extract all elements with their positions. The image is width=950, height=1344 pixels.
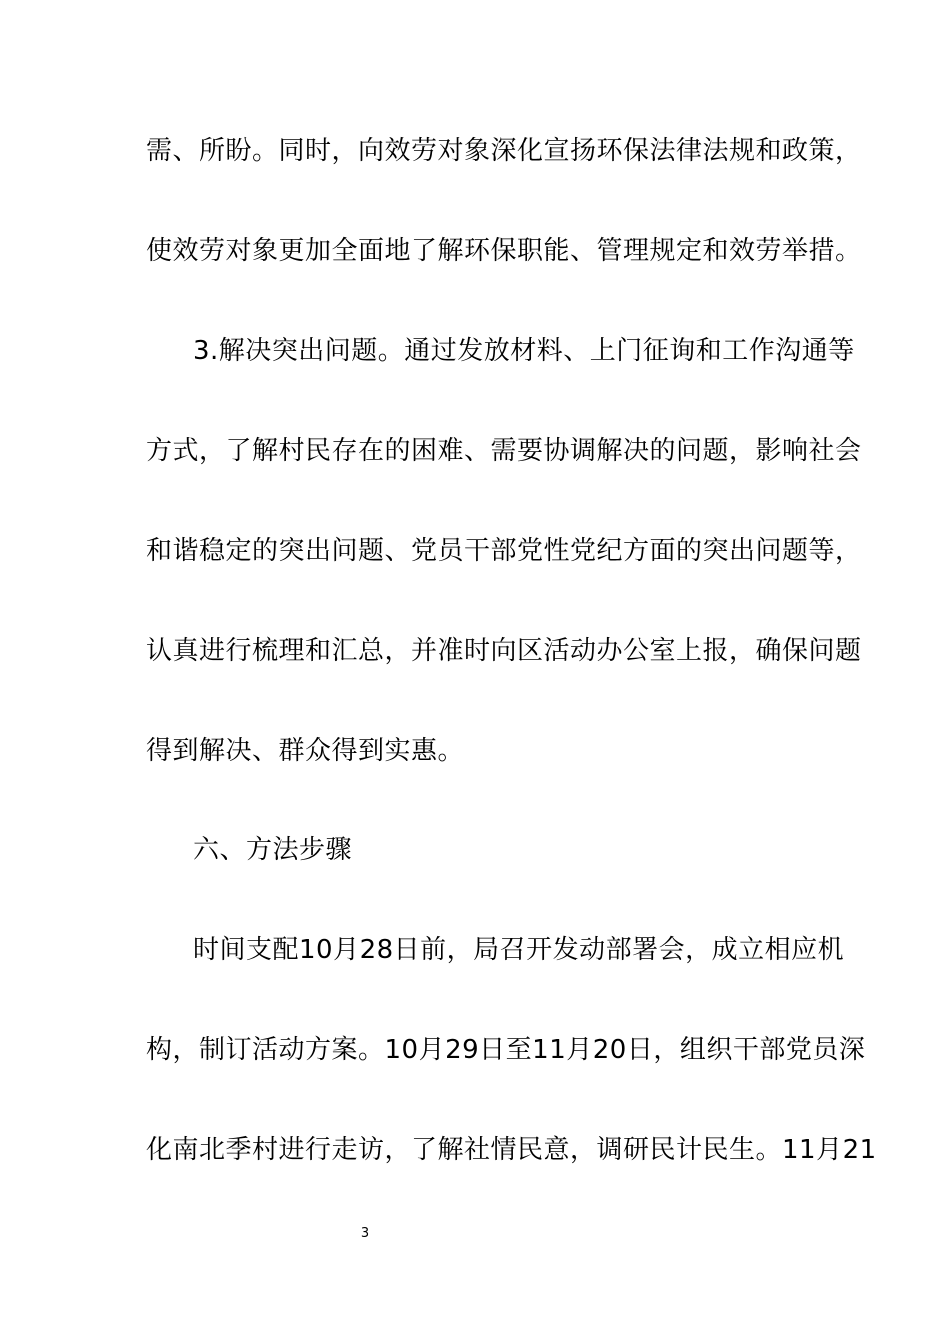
page-number: 3	[360, 1226, 370, 1241]
paragraph-line-4: 方式，了解村民存在的困难、需要协调解决的问题，影响社会	[146, 436, 862, 466]
paragraph-line-7: 得到解决、群众得到实惠。	[146, 736, 465, 766]
paragraph-line-1: 需、所盼。同时，向效劳对象深化宣扬环保法律法规和政策，	[146, 136, 862, 166]
paragraph-line-9: 构，制订活动方案。10月29日至11月20日，组织干部党员深	[146, 1035, 866, 1065]
paragraph-line-6: 认真进行梳理和汇总，并准时向区活动办公室上报，确保问题	[146, 636, 862, 666]
paragraph-line-5: 和谐稳定的突出问题、党员干部党性党纪方面的突出问题等，	[146, 536, 862, 566]
paragraph-line-2: 使效劳对象更加全面地了解环保职能、管理规定和效劳举措。	[146, 236, 862, 266]
paragraph-line-10: 化南北季村进行走访，了解社情民意，调研民计民生。11月21	[146, 1135, 877, 1165]
section-heading: 六、方法步骤	[193, 835, 353, 865]
paragraph-line-3: 3.解决突出问题。通过发放材料、上门征询和工作沟通等	[193, 336, 855, 366]
paragraph-line-8: 时间支配10月28日前，局召开发动部署会，成立相应机	[193, 935, 845, 965]
